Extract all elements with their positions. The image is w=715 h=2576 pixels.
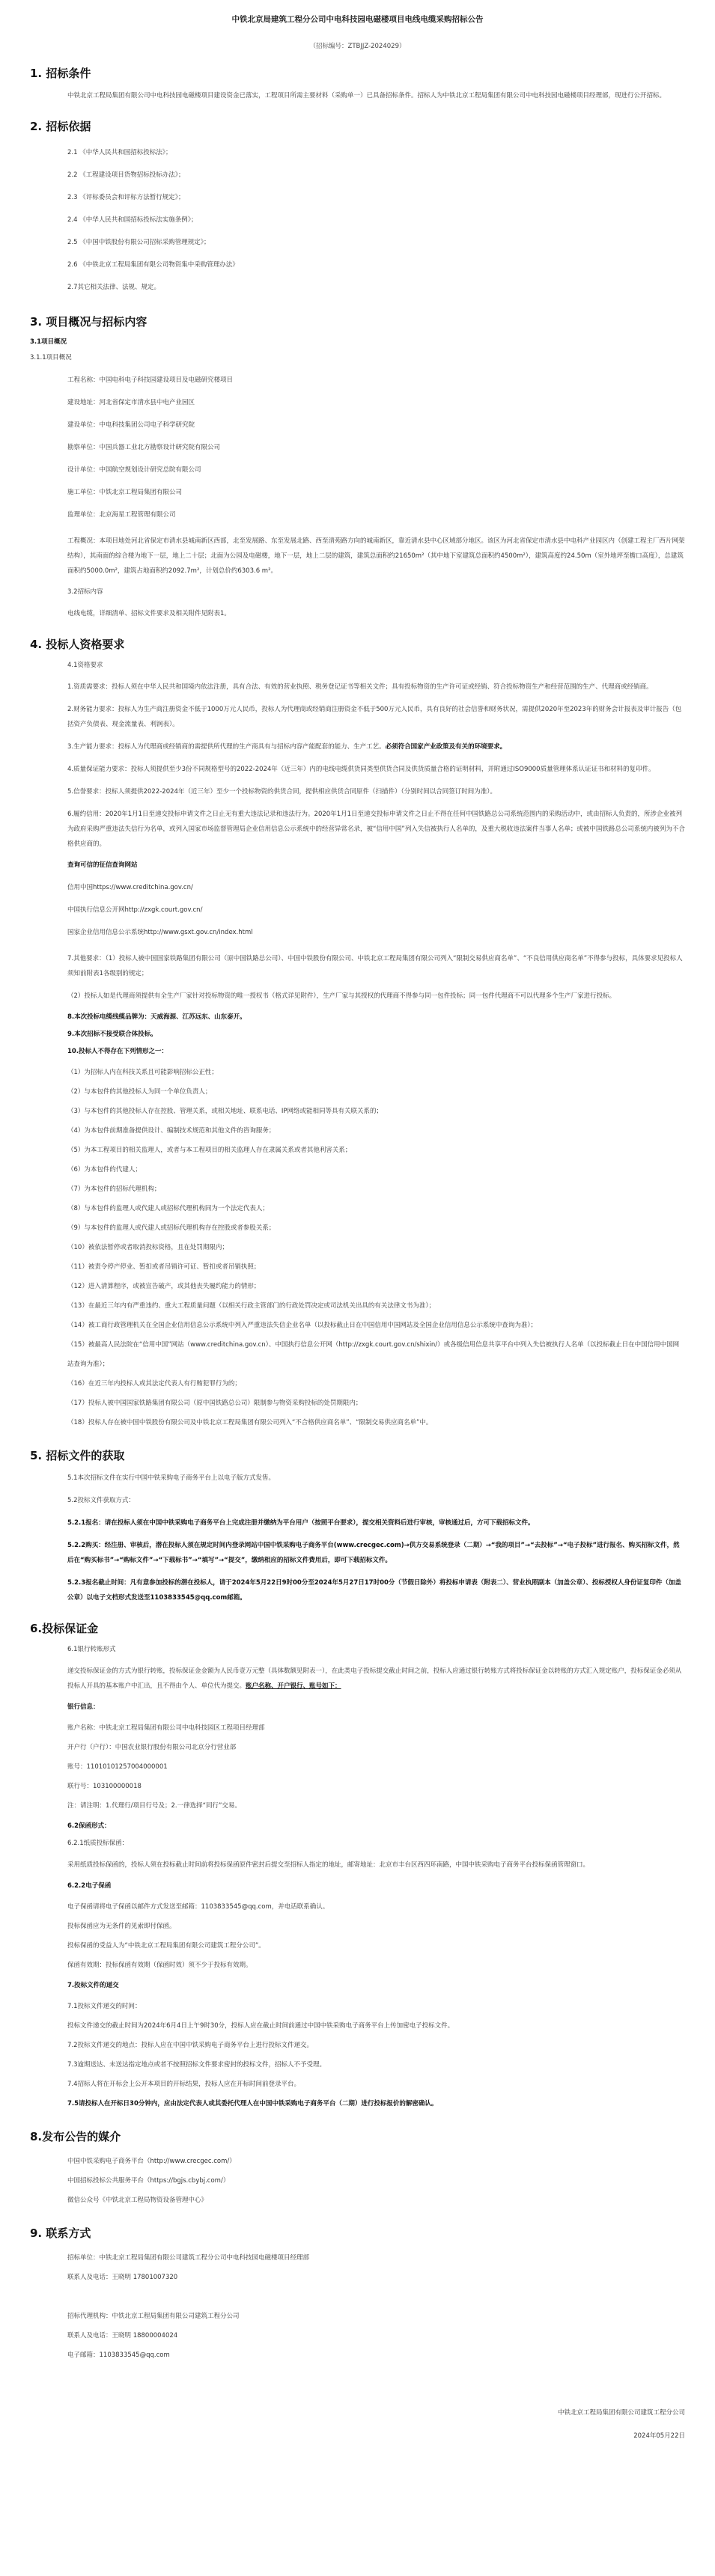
credit-sites-list [30, 876, 685, 944]
exclusion-list [30, 1063, 685, 1432]
section-heading-8: 8.发布公告的媒介 [30, 2130, 121, 2143]
list-item: 联行号：103100000018 [67, 1783, 142, 1790]
requirement-paragraph: 1.资质需要求：投标人须在中华人民共和国境内依法注册，具有合法、有效的营业执照、税务登记证书等相关文件；具有投标物资的生产许可证或经销、符合投标物资生产和经营范围的生产、代理商或经销商。 [67, 683, 653, 691]
list-item: （11）被责令停产停业、暂扣或者吊销许可证、暂扣或者吊销执照； [67, 1263, 261, 1271]
list-item: 设计单位：中国航空规划设计研究总院有限公司 [67, 466, 201, 474]
requirement-paragraph: 2.财务能力要求：投标人为生产商注册资金不低于1000万元人民币，投标人为代理商或经销商注册资金不低于500万元人民币，具有良好的社会信誉和财务状况，需提供2020年至2023年的财务会计报表及审计报告（包括资产负债表、现金流量表、利润表）。 [67, 706, 682, 728]
requirement-paragraph: 4.质量保证能力要求：投标人须提供至少3份不同规格型号的2022-2024年（近三年）内的电线电缆供货同类型供货合同及供货质量合格的证明材料，并附通过ISO9000质量管理体系认证证书和材料的复印件。 [67, 766, 655, 773]
list-item: 7.2投标文件递交的地点：投标人应在中国中铁采购电子商务平台上进行投标文件递交。 [67, 2042, 314, 2049]
section-heading-1: 1. 招标条件 [30, 67, 91, 80]
bank-info-list [30, 1718, 685, 1816]
list-item: （4）为本包件前期准备提供设计、编制技术规范和其他文件的咨询服务； [67, 1127, 276, 1135]
list-item: 7.1投标文件递交的时间： [67, 2003, 142, 2010]
section-5-text: 5.2.1报名：请在投标人须在中国中铁采购电子商务平台上完成注册并缴纳为平台用户（按照平台要求），提交相关资料后进行审核，审核通过后，方可下载招标文件。 [67, 1519, 535, 1527]
credit-sites-label: 查询可信的征信查询网站 [67, 861, 138, 869]
section-heading-2: 2. 招标依据 [30, 120, 91, 133]
list-item: 2.2 《工程建设项目货物招标投标办法》； [67, 171, 185, 179]
project-info-list [30, 369, 685, 526]
tender-number: （招标编号：ZTBJJZ-2024029） [309, 43, 406, 50]
list-item: 2.6 《中铁北京工程局集团有限公司物资集中采购管理办法》 [67, 261, 239, 269]
list-item: 2.3 《评标委员会和评标方法暂行规定》； [67, 194, 185, 201]
list-item: （6）为本包件的代建人； [67, 1166, 142, 1173]
list-item: 7.4招标人将在开标会上公开本项目的开标结果，投标人应在开标时间前登录平台。 [67, 2081, 301, 2088]
media-item: 微信公众号《中铁北京工程局物资设备管理中心》 [67, 2197, 208, 2204]
subsection-label: 6.2保函形式： [67, 1822, 111, 1830]
list-item: （5）为本工程项目的相关监理人，或者与本工程项目的相关监理人存在隶属关系或者其他利害关系； [67, 1147, 352, 1154]
requirement-paragraph: （2）投标人如是代理商须提供有全生产厂家针对投标物资的唯一授权书（格式详见附件），生产厂家与其授权的代理商不得参与同一包件投标；同一包件代理商不可以代理多个生产厂家进行投标。 [67, 992, 616, 1000]
credit-site-link[interactable]: 信用中国https://www.creditchina.gov.cn/ [67, 884, 193, 891]
list-item: 7.5请投标人在开标日30分钟内，应由法定代表人或其委托代理人在中国中铁采购电子商务平台（二期）进行投标报价的解密确认。 [67, 2100, 438, 2108]
section-5-text: 5.2投标文件获取方式： [67, 1497, 136, 1504]
list-item: 2.7其它相关法律、法规、规定。 [67, 284, 161, 291]
list-item: （1）为招标人内在科技关系且可能影响招标公正性； [67, 1069, 218, 1076]
brand-requirement: 8.本次投标电缆线缆品牌为：天威海源、江苏远东、山东泰开。 [67, 1013, 246, 1021]
section-5-text: 5.2.3报名截止时间：凡有意参加投标的潜在投标人，请于2024年5月22日9时00分至2024年5月27日17时00分（节假日除外）将投标申请表（附表二）、营业执照副本（加盖公章）、投标授权人身份证复印件（加盖公章）以电子文档形式发送至1103833545@qq.com邮箱。 [67, 1579, 681, 1602]
e-guarantee-list [30, 1897, 685, 1975]
list-item: 保函有效期：投标保函有效期（保函时效）须不少于投标有效期。 [67, 1962, 252, 1969]
media-list [30, 2152, 685, 2210]
credit-site-link[interactable]: 中国执行信息公开网http://zxgk.court.gov.cn/ [67, 906, 203, 914]
list-item: 工程名称：中国电科电子科技园建设项目及电磁研究楼项目 [67, 376, 234, 384]
list-item: （2）与本包件的其他投标人为同一个单位负责人； [67, 1088, 212, 1096]
contact-item: 联系人及电话：王晓明 18800004024 [67, 2332, 178, 2340]
section-heading-6: 6.投标保证金 [30, 1622, 99, 1635]
section-heading-3: 3. 项目概况与招标内容 [30, 315, 147, 329]
list-item: 电子保函请将电子保函以邮件方式发送至邮箱：1103833545@qq.com，并电话联系确认。 [67, 1903, 329, 1911]
exclusion-heading: 10.投标人不得存在下列情形之一： [67, 1048, 168, 1055]
contact-item: 招标代理机构：中铁北京工程局集团有限公司建筑工程分公司 [67, 2313, 240, 2320]
list-item: （15）被最高人民法院在“信用中国”网站（www.creditchina.gov.cn）、中国执行信息公开网（http://zxgk.court.gov.cn/shixin/）或各级信用信息共享平台中列入失信被执行人名单（以投标截止日在中国信用中国网站查询为准）； [67, 1341, 680, 1368]
deposit-paragraph [30, 1664, 685, 1694]
list-item: 监理单位：北京海星工程管理有限公司 [67, 511, 176, 519]
deposit-text: 采用纸质投标保函的，投标人须在投标截止时间前将投标保函原件密封后提交至招标人指定的地址，邮寄地址：北京市丰台区西四环南路，中国中铁采购电子商务平台投标保函管理窗口。 [67, 1861, 590, 1869]
list-item: 2.4 《中华人民共和国招标投标法实施条例》； [67, 216, 198, 224]
list-item: （16）在近三年内投标人或其法定代表人有行贿犯罪行为的； [67, 1380, 241, 1388]
list-item: 2.5 《中国中铁股份有限公司招标采购管理规定》； [67, 239, 210, 246]
list-item: （9）与本包件的监理人或代建人或招标代理机构存在控股或者参股关系； [67, 1224, 276, 1232]
subsection-heading: 3.1项目概况 [30, 338, 67, 346]
list-item: 勘察单位：中国兵器工业北方勘察设计研究院有限公司 [67, 444, 221, 451]
contact-email[interactable]: 电子邮箱：1103833545@qq.com [67, 2351, 170, 2359]
requirement-paragraph: 5.信誉要求：投标人须提供2022-2024年（近三年）至少一个投标物资的供货合同，提供相应供货合同原件（扫描件）（分别时间以合同签订时间为准）。 [67, 788, 496, 796]
media-link[interactable]: 中国中铁采购电子商务平台（http://www.crecgec.com/） [67, 2158, 236, 2165]
contact-item: 招标单位：中铁北京工程局集团有限公司建筑工程分公司中电科技园电磁楼项目经理部 [67, 2254, 310, 2262]
contact-item: 联系人及电话：王晓明 17801007320 [67, 2274, 178, 2281]
submission-list [30, 1997, 685, 2113]
section-5-text: 5.2.2购买：经注册、审核后，潜在投标人须在规定时间内登录网站中国中铁采购电子商务平台(www.crecgec.com)→供方交易系统登录（二期）→“我的项目”→“去投标”→“电子投标”进行报名、购买招标文件，然后在“购买标书”→“购标文件”→“下载标书”→“填写”→“提交”，缴纳相应的招标文件费用后，即可下载招标文件。 [67, 1542, 680, 1564]
list-item: （14）被工商行政管理机关在全国企业信用信息公示系统中列入严重违法失信企业名单（以投标截止日在中国信用中国网站及全国企业信用信息公示系统中查询为准）； [67, 1322, 538, 1329]
deposit-emphasis: 账户名称、开户银行、账号如下： [246, 1682, 341, 1690]
subsection-label: 3.2招标内容 [67, 588, 103, 596]
subsection-label: 7.投标文件的递交 [67, 1982, 119, 1989]
list-item: 施工单位：中铁北京工程局集团有限公司 [67, 489, 183, 496]
media-link[interactable]: 中国招标投标公共服务平台（https://bgjs.cbybj.com/） [67, 2177, 230, 2185]
requirement-text: 3.生产能力要求：投标人为代理商或经销商的需提供所代理的生产商具有与招标内容产能配套的能力、生产工艺。 [67, 743, 386, 751]
consortium-requirement: 9.本次招标不接受联合体投标。 [67, 1031, 157, 1038]
list-item: 账户名称：中铁北京工程局集团有限公司中电科技园区工程项目经理部 [67, 1724, 265, 1732]
list-item: 建设地址：河北省保定市清水县中电产业园区 [67, 399, 195, 406]
section-1-text: 中铁北京工程局集团有限公司中电科技园电磁楼项目建设资金已落实，工程项目所需主要材料（采购单一）已具备招标条件。招标人为中铁北京工程局集团有限公司中电科技园电磁楼项目经理部，现进行公开招标。 [67, 92, 666, 100]
list-item: 投标保函应为无条件的见索即付保函。 [67, 1923, 176, 1930]
subsection-label: 6.1银行转账形式 [67, 1646, 116, 1653]
list-item: 2.1 《中华人民共和国招标投标法》； [67, 149, 172, 156]
basis-list [30, 141, 685, 299]
page-title: 中铁北京局建筑工程分公司中电科技园电磁楼项目电线电缆采购招标公告 [231, 15, 484, 24]
list-item: 账号：11010101257004000001 [67, 1763, 168, 1771]
requirement-paragraph: 6.履约信用：2020年1月1日至递交投标申请文件之日止无有重大违法记录和违法行为。2020年1月1日至递交投标申请文件之日止不得在任何中国铁路总公司系统范围内的采购活动中，或由招标人负责的，所涉企业被列为政府采购严重违法失信行为名单，或列入国家市场监督管理局企业信用信息公示系统中的经营异常名录，被“信用中国”列入失信被执行人名单的，及重大税收违法案件当事人名单；或被中国铁路总公司系统内被列为不合格供应商的。 [67, 811, 685, 848]
list-item: 建设单位：中电科技集团公司电子科学研究院 [67, 421, 195, 429]
subsection-label: 4.1资格要求 [67, 662, 103, 669]
signature-org: 中铁北京工程局集团有限公司建筑工程分公司 [557, 2409, 685, 2417]
contact-spacer [67, 2287, 685, 2307]
list-item: 注：请注明：1.代理行/项目行号及；2.一律选择“同行”交易。 [67, 1802, 241, 1810]
list-item: （13）在最近三年内有严重违约、重大工程质量问题（以相关行政主管部门的行政处罚决定或司法机关出具的有关法律文书为准）； [67, 1302, 436, 1310]
list-item: （12）进入清算程序，或被宣告破产，或其他丧失履约能力的情形； [67, 1283, 261, 1290]
list-item: 开户行（户行）：中国农业银行股份有限公司北京分行营业部 [67, 1744, 237, 1751]
list-item: （18）投标人存在被中国中铁股份有限公司及中铁北京工程局集团有限公司列入“不合格供应商名单”、“限制交易供应商名单”中。 [67, 1419, 433, 1426]
deposit-text: 递交投标保证金的方式为银行转账，投标保证金金额为人民币壹万元整（具体数额见附表一），在此类电子投标提交截止时间之前，投标人应通过银行转账方式将投标保证金以转账的方式汇入规定账户，投标保证金必须从投标人开具的基本账户中汇出，且不得由个人、单位代为提交。 [67, 1667, 682, 1690]
tender-content: 电线电缆，详细清单、招标文件要求及相关附件见附表1。 [67, 610, 231, 617]
project-overview: 工程概况：本项目地处河北省保定市清水县城南新区西部，北至发展路、东至发展北路、西至清苑路方向的城南新区，靠近清水县中心区域部分地区。该区为河北省保定市清水县中电科产业园区内（创建工程主厂西片网架结构），其南面的综合楼为地下一层，地上二十层；北面为公园及电磁楼，地下一层，地上二层的建筑，建筑总面积约21650m²（其中地下室建筑总面积约4500m²），建筑高度约24.50m（室外地坪至檐口高度），总建筑面积约5000.0m²，建筑占地面积约2092.7m²，计划总价约6303.6 m²。 [67, 537, 685, 575]
signature-date: 2024年05月22日 [633, 2432, 685, 2440]
bank-info-title: 银行信息： [67, 1703, 100, 1711]
list-item: （8）与本包件的监理人或代建人或招标代理机构同为一个法定代表人； [67, 1205, 269, 1212]
requirement-paragraph [30, 739, 685, 754]
list-item: （10）被依法暂停或者取消投标资格，且在处罚期限内； [67, 1244, 228, 1251]
subsection-label: 3.1.1项目概况 [30, 354, 72, 361]
list-item: 投标保函的受益人为“中铁北京工程局集团有限公司建筑工程分公司”。 [67, 1942, 265, 1950]
credit-site-link[interactable]: 国家企业信用信息公示系统http://www.gsxt.gov.cn/index.html [67, 929, 253, 936]
list-item: （3）与本包件的其他投标人存在控股、管理关系，或相关地址、联系电话、IP网络或能相同等具有关联关系的； [67, 1108, 383, 1115]
requirement-paragraph: 7.其他要求：（1）投标人被中国国家铁路集团有限公司（原中国铁路总公司）、中国中铁股份有限公司、中铁北京工程局集团有限公司列入“限制交易供应商名单”、“不良信用供应商名单”不得参与投标，具体要求见投标人须知前附表1各级别的规定； [67, 955, 683, 977]
list-item: 投标文件递交的截止时间为2024年6月4日上午9时30分，投标人应在截止时间前通过中国中铁采购电子商务平台上传加密电子投标文件。 [67, 2022, 454, 2030]
list-item: （7）为本包件的招标代理机构； [67, 1185, 161, 1193]
requirement-emphasis: 必须符合国家产业政策及有关的环境要求。 [385, 743, 507, 751]
contact-list [30, 2248, 685, 2365]
section-heading-9: 9. 联系方式 [30, 2226, 91, 2240]
list-item: （17）投标人被中国国家铁路集团有限公司（原中国铁路总公司）限制参与物资采购投标的处罚期限内； [67, 1400, 362, 1407]
list-item: 7.3逾期送达、未送达指定地点或者不按照招标文件要求密封的投标文件，招标人不予受理。 [67, 2061, 326, 2069]
section-heading-5: 5. 招标文件的获取 [30, 1449, 125, 1462]
deposit-text: 6.2.1纸质投标保函： [67, 1840, 129, 1847]
section-5-text: 5.1本次招标文件在实行中国中铁采购电子商务平台上以电子版方式发售。 [67, 1474, 276, 1482]
section-heading-4: 4. 投标人资格要求 [30, 638, 125, 651]
subsection-label: 6.2.2电子保函 [67, 1882, 112, 1890]
